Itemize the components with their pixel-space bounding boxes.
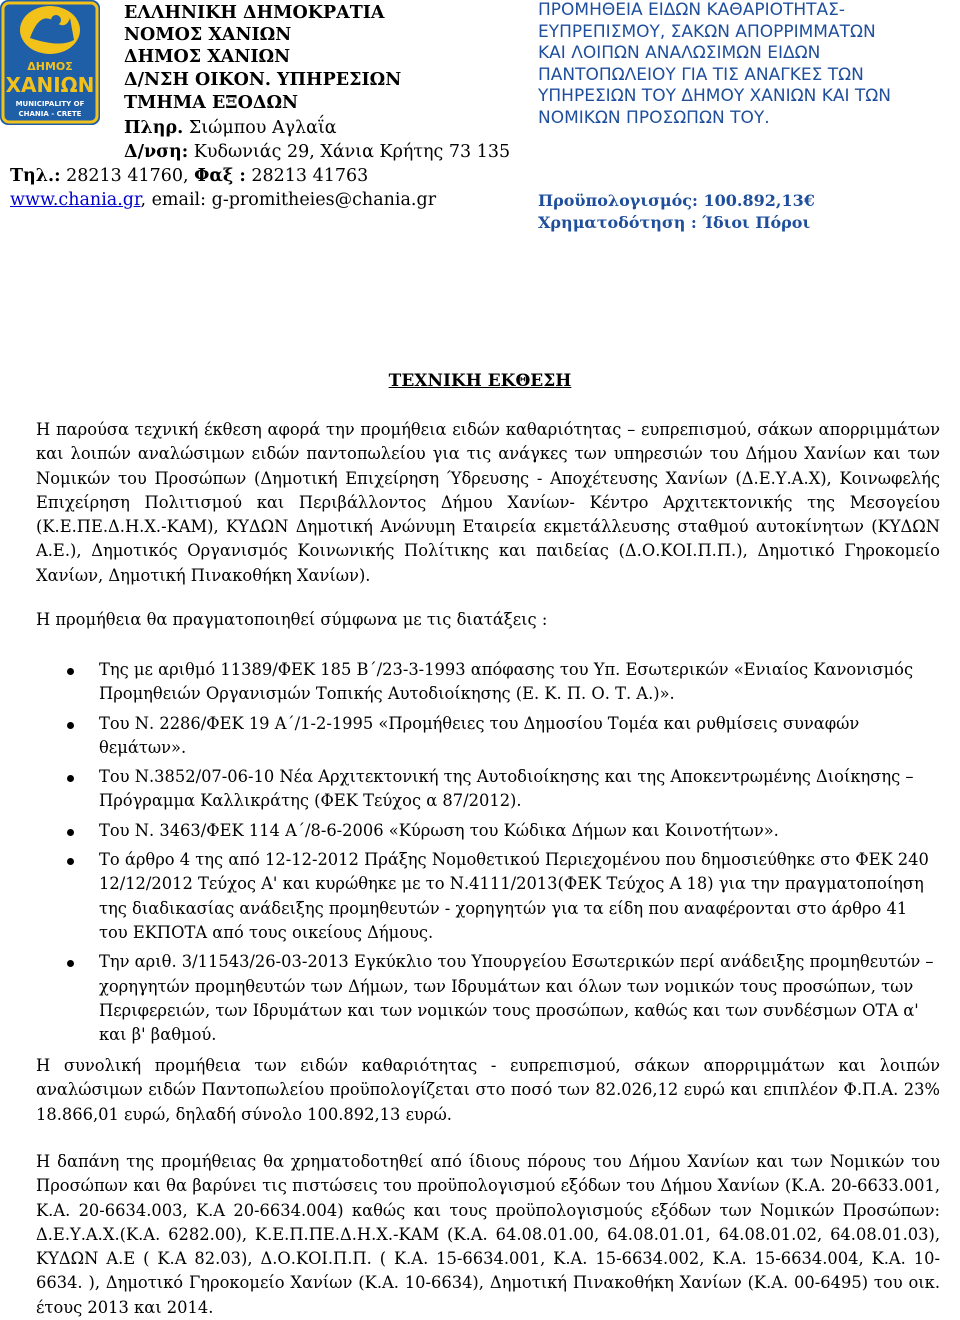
org-line-2: ΝΟΜΟΣ ΧΑΝΙΩΝ xyxy=(124,25,292,45)
bullet-icon xyxy=(67,829,74,836)
org-line-1: ΕΛΛΗΝΙΚΗ ΔΗΜΟΚΡΑΤΙΑ xyxy=(124,3,385,23)
provision-item xyxy=(36,819,940,843)
contact-person-value: Σιώμπου Αγλαΐα xyxy=(183,118,337,138)
bullet-icon xyxy=(67,858,74,865)
contact-person-label: Πληρ. xyxy=(124,118,184,138)
address-line xyxy=(124,141,510,163)
bullet-icon xyxy=(67,960,74,967)
logo-name-text: ΧΑΝΙΩΝ xyxy=(5,73,95,97)
address-label: Δ/νση: xyxy=(124,142,189,162)
subject-line-2: ΕΥΠΡΕΠΙΣΜΟΥ, ΣΑΚΩΝ ΑΠΟΡΡΙΜΜΑΤΩΝ xyxy=(538,21,876,42)
email-text: , email: g-promitheies@chania.gr xyxy=(140,190,437,210)
provision-item xyxy=(36,765,940,814)
provision-text: Το άρθρο 4 της από 12-12-2012 Πράξης Νομοθετικού Περιεχομένου που δημοσιεύθηκε στο ΦΕΚ 240 12/12/2012 Τεύχος Α' και κυρώθηκε με το Ν.4111/2013(ΦΕΚ Τεύχος Α 18) για την πραγματοποίηση της διαδικασίας ανάδειξης προμηθευτών - χορηγητών για τα είδη που αναφέρονται στο άρθρο 41 του ΕΚΠΟΤΑ από τους οικείους Δήμους. xyxy=(99,850,929,942)
provision-text: Του Ν. 2286/ΦΕΚ 19 Α΄/1-2-1995 «Προμήθειες του Δημοσίου Τομέα και ρυθμίσεις συναφών θεμάτων». xyxy=(99,713,860,757)
budget-text: Προϋπολογισμός: 100.892,13€ xyxy=(538,191,815,210)
provision-item xyxy=(36,712,940,761)
provision-text: Του Ν.3852/07-06-10 Νέα Αρχιτεκτονική της Αυτοδιοίκησης και της Αποκεντρωμένης Διοίκησης – Πρόγραμμα Καλλικράτης (ΦΕΚ Τεύχος α 87/2012). xyxy=(99,767,914,811)
logo-sub2-text: CHANIA - CRETE xyxy=(18,110,82,118)
org-line-5: ΤΜΗΜΑ ΕΞΟΔΩΝ xyxy=(124,93,299,113)
web-line xyxy=(10,189,436,211)
provision-text: Της με αριθμό 11389/ΦΕΚ 185 Β΄/23-3-1993 απόφασης του Υπ. Εσωτερικών «Ενιαίος Κανονισμός Προμηθειών Οργανισμών Τοπικής Αυτοδιοίκησης (Ε. Κ. Π. Ο. Τ. Α.)». xyxy=(99,660,914,704)
org-line-4: Δ/ΝΣΗ ΟΙΚΟΝ. ΥΠΗΡΕΣΙΩΝ xyxy=(124,70,402,90)
provision-item xyxy=(36,950,940,1047)
total-paragraph: Η συνολική προμήθεια των ειδών καθαριότητας - ευπρεπισμού, σάκων απορριμμάτων και λοιπών αναλώσιμων ειδών Παντοπωλείου προϋπολογίζεται στο ποσό των 82.026,12 ευρώ και επιπλέον Φ.Π.Α. 23% 18.866,01 ευρώ, δηλαδή σύνολο 100.892,13 ευρώ. xyxy=(36,1056,940,1124)
org-line-3: ΔΗΜΟΣ ΧΑΝΙΩΝ xyxy=(124,47,291,67)
phone-line xyxy=(10,165,368,187)
bullet-icon xyxy=(67,775,74,782)
logo-top-text: ΔΗΜΟΣ xyxy=(27,60,73,73)
intro-paragraph: Η παρούσα τεχνική έκθεση αφορά την προμήθεια ειδών καθαριότητας – ευπρεπισμού, σάκων απορριμμάτων και λοιπών αναλώσιμων ειδών παντοπωλείου για τις ανάγκες των υπηρεσιών του Δήμου Χανίων και των Νομικών του Προσώπων (Δημοτική Επιχείρηση Ύδρευσης - Αποχέτευσης Χανίων (Δ.Ε.Υ.Α.Χ), Κοινωφελής Επιχείρηση Πολιτισμού και Περιβάλλοντος Δήμου Χανίων- Κέντρο Αρχιτεκτονικής της Μεσογείου (Κ.Ε.ΠΕ.Δ.Η.Χ.-ΚΑΜ), ΚΥΔΩΝ Δημοτική Ανώνυμη Εταιρεία εκμετάλλευσης σταθμού αυτοκίνητων (ΚΥΔΩΝ Α.Ε.), Δημοτικός Οργανισμός Κοινωνικής Πολίτικης και παιδείας (Δ.Ο.ΚΟΙ.Π.Π.), Δημοτικό Γηροκομείο Χανίων, Δημοτική Πινακοθήκη Χανίων). xyxy=(36,420,940,585)
address-value: Κυδωνιάς 29, Χάνια Κρήτης 73 135 xyxy=(188,142,511,162)
website-link[interactable]: www.chania.gr xyxy=(10,190,141,210)
funding-text: Χρηματοδότηση : Ίδιοι Πόροι xyxy=(538,213,811,232)
subject-line-6: ΝΟΜΙΚΩΝ ΠΡΟΣΩΠΩΝ ΤΟΥ. xyxy=(538,107,770,128)
provision-item xyxy=(36,848,940,945)
provisions-intro: Η προμήθεια θα πραγματοποιηθεί σύμφωνα με τις διατάξεις : xyxy=(36,610,548,629)
bullet-icon xyxy=(67,668,74,675)
bullet-icon xyxy=(67,722,74,729)
funding-paragraph: Η δαπάνη της προμήθειας θα χρηματοδοτηθεί από ίδιους πόρους του Δήμου Χανίων και των Νομικών του Προσώπων και θα βαρύνει τις πιστώσεις του προϋπολογισμού εξόδων του Δήμου Χανίων (Κ.Α. 20-6633.001, Κ.Α. 20-6634.003, Κ.Α 20-6634.004) καθώς και τους προϋπολογισμούς εξόδων των Νομικών Προσώπων: Δ.Ε.Υ.Α.Χ.(Κ.Α. 6282.00), Κ.Ε.Π.ΠΕ.Δ.Η.Χ.-ΚΑΜ (Κ.Α. 64.08.01.00, 64.08.01.01, 64.08.01.02, 64.08.01.03), ΚΥΔΩΝ Α.Ε ( Κ.Α 82.03), Δ.Ο.ΚΟΙ.Π.Π. ( Κ.Α. 15-6634.001, Κ.Α. 15-6634.002, Κ.Α. 15-6634.004, Κ.Α. 10-6634. ), Δημοτικό Γηροκομείο Χανίων (Κ.Α. 10-6634), Δημοτική Πινακοθήκη Χανίων (Κ.Α. 00-6495) του οικ. έτους 2013 και 2014. xyxy=(36,1152,940,1317)
subject-line-4: ΠΑΝΤΟΠΩΛΕΙΟΥ ΓΙΑ ΤΙΣ ΑΝΑΓΚΕΣ ΤΩΝ xyxy=(538,64,864,85)
provision-text: Του Ν. 3463/ΦΕΚ 114 Α΄/8-6-2006 «Κύρωση του Κώδικα Δήμων και Κοινοτήτων». xyxy=(99,820,779,840)
municipality-logo xyxy=(0,0,100,125)
subject-block xyxy=(538,0,958,130)
phone-value: 28213 41760, xyxy=(60,166,195,186)
provision-item xyxy=(36,658,940,707)
logo-sub1-text: MUNICIPALITY OF xyxy=(15,100,85,108)
provision-text: Την αριθ. 3/11543/26-03-2013 Εγκύκλιο του Υπουργείου Εσωτερικών περί ανάδειξης προμηθευτών – χορηγητών προμηθευτών των Δήμων, των Ιδρυμάτων και όλων των νομικών τους προσώπων, των Περιφερειών, των Ιδρυμάτων και των νομικών τους προσώπων, καθώς και των συνδέσμων ΟΤΑ α' και β' βαθμού. xyxy=(99,952,934,1045)
subject-line-3: ΚΑΙ ΛΟΙΠΩΝ ΑΝΑΛΩΣΙΜΩΝ ΕΙΔΩΝ xyxy=(538,43,821,64)
contact-person-line xyxy=(124,117,337,139)
fax-label: Φαξ : xyxy=(194,166,246,186)
fax-value: 28213 41763 xyxy=(245,166,369,186)
document-title: ΤΕΧΝΙΚΗ ΕΚΘΕΣΗ xyxy=(388,371,572,391)
subject-line-1: ΠΡΟΜΗΘΕΙΑ ΕΙΔΩΝ ΚΑΘΑΡΙΟΤΗΤΑΣ- xyxy=(538,0,846,20)
provisions-list xyxy=(36,658,940,1047)
subject-line-5: ΥΠΗΡΕΣΙΩΝ ΤΟΥ ΔΗΜΟΥ ΧΑΝΙΩΝ ΚΑΙ ΤΩΝ xyxy=(538,86,892,107)
phone-label: Τηλ.: xyxy=(10,166,61,186)
